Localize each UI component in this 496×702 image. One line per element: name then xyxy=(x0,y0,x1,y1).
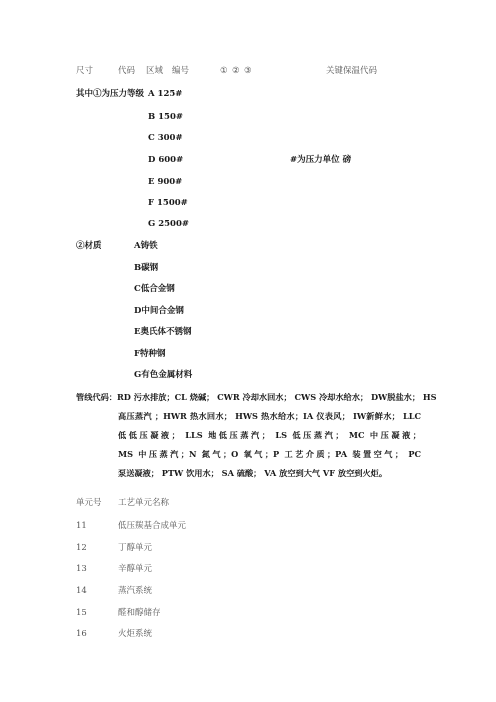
pressure-grade: C 300# xyxy=(148,133,183,143)
material-item: C低合金钢 xyxy=(134,284,175,294)
unit-number: 11 xyxy=(76,521,87,531)
pressure-grade: A 125# xyxy=(148,89,183,99)
unit-name: 蒸汽系统 xyxy=(118,586,153,596)
material-item: D中间合金钢 xyxy=(134,306,184,316)
header-circle-3: ③ xyxy=(244,66,252,76)
unit-number: 15 xyxy=(76,608,87,618)
pressure-grade: G 2500# xyxy=(148,219,189,229)
pipeline-line: 低低压凝液； LLS 地低压蒸汽； LS 低压蒸汽； MC 中压凝液； xyxy=(118,430,421,440)
material-item: F特种钢 xyxy=(134,349,166,359)
pressure-grade: E 900# xyxy=(148,177,183,187)
pipeline-line: 高压蒸汽 ；HWR 热水回水； HWS 热水给水；IA 仪表风； IW新鲜水； LLC xyxy=(118,411,421,421)
unit-name: 火炬系统 xyxy=(118,629,153,639)
material-item: E奥氏体不锈钢 xyxy=(134,327,192,337)
unit-name: 低压羰基合成单元 xyxy=(118,521,187,531)
header-insulation: 关键保温代码 xyxy=(326,66,378,76)
pressure-unit-note: #为压力单位 磅 xyxy=(290,155,352,165)
material-item: A铸铁 xyxy=(134,241,158,251)
pipeline-code-paragraph xyxy=(76,388,437,483)
unit-number: 12 xyxy=(76,543,87,553)
material-item: G有色金属材料 xyxy=(134,370,193,380)
unit-name: 丁醇单元 xyxy=(118,543,153,553)
unit-column-header-no: 单元号 xyxy=(76,498,102,508)
pipeline-line: MS 中压蒸汽；N 氮气；O 氧气；P 工艺介质；PA 装置空气； PC xyxy=(118,449,421,459)
header-number: 编号 xyxy=(172,66,190,76)
material-heading: ②材质 xyxy=(76,241,102,251)
unit-column-header-name: 工艺单元名称 xyxy=(118,498,170,508)
unit-number: 16 xyxy=(76,629,87,639)
header-circle-2: ② xyxy=(232,66,240,76)
header-size: 尺寸 xyxy=(76,66,94,76)
pipeline-line: 管线代码：RD 污水排放；CL 烧碱； CWR 冷却水回水； CWS 冷却水给水； DW脱盐水； HS xyxy=(76,392,437,402)
pipeline-line: 泵送凝液； PTW 饮用水； SA 硫酸； VA 放空到大气 VF 放空到火炬。 xyxy=(118,468,388,478)
pressure-grade: B 150# xyxy=(148,112,184,122)
unit-number: 13 xyxy=(76,564,87,574)
material-item: B碳钢 xyxy=(134,263,159,273)
pressure-heading: 其中①为压力等级 xyxy=(76,89,145,99)
header-area: 区域 xyxy=(146,66,164,76)
header-circle-1: ① xyxy=(220,66,228,76)
unit-name: 辛醇单元 xyxy=(118,564,153,574)
pressure-grade: D 600# xyxy=(148,155,184,165)
pressure-grade: F 1500# xyxy=(148,198,188,208)
unit-number: 14 xyxy=(76,586,87,596)
header-code: 代码 xyxy=(118,66,136,76)
unit-name: 醛和醇储存 xyxy=(118,608,161,618)
